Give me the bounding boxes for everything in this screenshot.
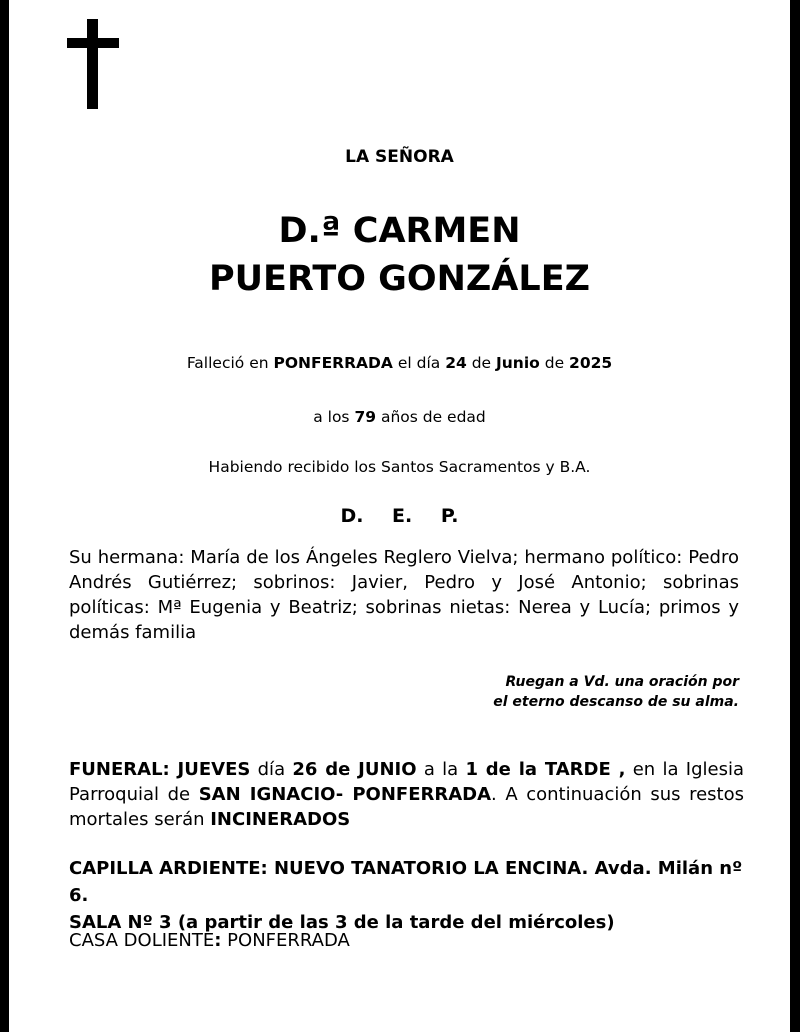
chapel-line-1 (69, 855, 749, 909)
funeral-date: 26 de JUNIO (292, 759, 417, 780)
cross-icon (67, 19, 119, 109)
name-line-2: PUERTO GONZÁLEZ (208, 259, 590, 299)
death-day: 24 (445, 354, 467, 372)
chapel-label: CAPILLA ARDIENTE (69, 858, 261, 879)
text: en la Iglesia Parroquial de (69, 759, 744, 805)
chapel-location: : NUEVO TANATORIO LA ENCINA. Avda. Milán nº 6. (69, 858, 743, 906)
sacraments-line: Habiendo recibido los Santos Sacramentos y B.A. (208, 458, 591, 476)
text: el día (392, 354, 446, 372)
death-info (9, 354, 790, 372)
death-year: 2025 (569, 354, 613, 372)
title: LA SEÑORA (345, 147, 454, 167)
obituary-sheet (9, 0, 790, 1032)
death-month: Junio (496, 354, 540, 372)
text: años de edad (376, 408, 486, 426)
funeral-label: FUNERAL: JUEVES (69, 759, 251, 780)
funeral-church: SAN IGNACIO- PONFERRADA (198, 784, 492, 805)
name-line-1: D.ª CARMEN (278, 211, 521, 251)
text: de (466, 354, 496, 372)
death-place: PONFERRADA (273, 354, 393, 372)
chapel-line-2: SALA Nº 3 (a partir de las 3 de la tarde del miércoles) (69, 912, 615, 933)
text: a la (416, 759, 466, 780)
family-paragraph: Su hermana: María de los Ángeles Reglero Vielva; hermano político: Pedro Andrés Gutiérrez; sobrinos: Javier, Pedro y José Antonio; sobrinas políticas: Mª Eugenia y Beatriz; sobrinas nietas: Nerea y Lucía; primos y demás familia (69, 547, 739, 643)
text: Falleció en (186, 354, 274, 372)
chapel-info (69, 855, 749, 936)
text: a los (313, 408, 355, 426)
home-colon: : (214, 930, 222, 951)
home-place: PONFERRADA (221, 930, 350, 951)
deceased-name (9, 207, 790, 303)
text: día (250, 759, 293, 780)
age-info (9, 408, 790, 426)
funeral-final: INCINERADOS (210, 809, 351, 830)
prayer-line-1: Ruegan a Vd. una oración por (505, 674, 739, 690)
prayer-line-2: el eterno descanso de su alma. (493, 694, 739, 710)
home-info (69, 930, 350, 951)
funeral-info (69, 757, 744, 832)
funeral-time: 1 de la TARDE , (465, 759, 626, 780)
dep-line: D. E. P. (340, 505, 459, 527)
age-years: 79 (354, 408, 377, 426)
text: . A continuación sus restos mortales serán (69, 784, 744, 830)
home-label: CASA DOLIENTE (69, 930, 215, 951)
prayer-request (493, 672, 739, 712)
text: de (539, 354, 570, 372)
